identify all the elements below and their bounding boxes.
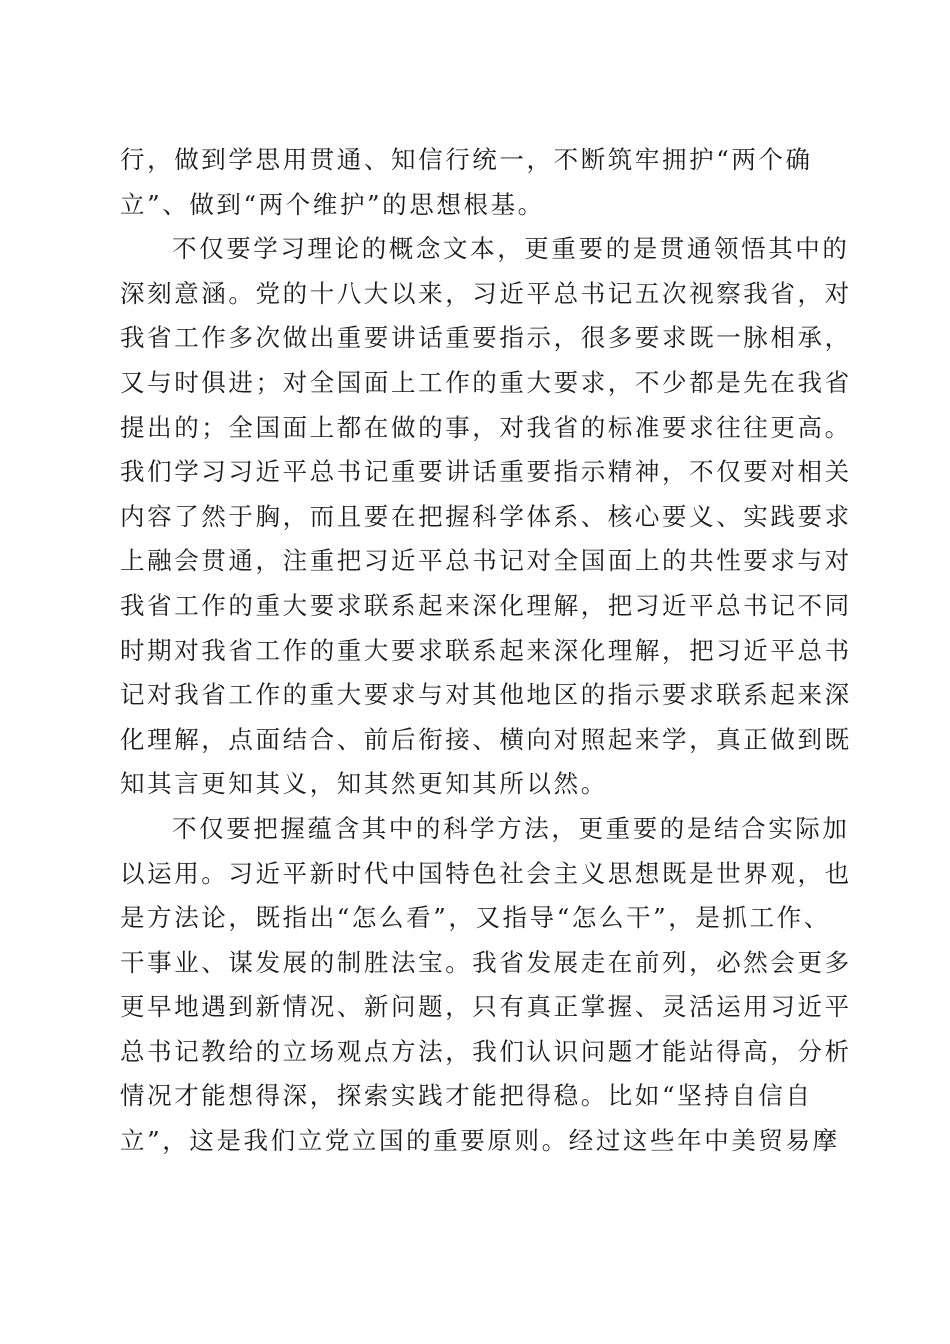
text-line: 情况才能想得深，探索实践才能把得稳。比如“坚持自信自 (120, 1081, 813, 1111)
text-line: 总书记教给的立场观点方法，我们认识问题才能站得高，分析 (120, 1036, 852, 1066)
body-text (120, 138, 852, 1164)
text-line: 我们学习习近平总书记重要讲话重要指示精神，不仅要对相关 (120, 457, 852, 487)
text-line: 化理解，点面结合、前后衔接、横向对照起来学，真正做到既 (120, 724, 852, 754)
paragraph-start-line: 不仅要学习理论的概念文本，更重要的是贯通领悟其中的 (172, 234, 850, 264)
text-line: 立”、做到“两个维护”的思想根基。 (120, 189, 545, 219)
text-line: 提出的；全国面上都在做的事，对我省的标准要求往往更高。 (120, 412, 852, 442)
text-line: 以运用。习近平新时代中国特色社会主义思想既是世界观，也 (120, 858, 852, 888)
text-line: 我省工作的重大要求联系起来深化理解，把习近平总书记不同 (120, 590, 852, 620)
text-line: 是方法论，既指出“怎么看”，又指导“怎么干”，是抓工作、 (120, 903, 831, 933)
text-line: 行，做到学思用贯通、知信行统一，不断筑牢拥护“两个确 (120, 145, 813, 174)
text-line: 上融会贯通，注重把习近平总书记对全国面上的共性要求与对 (120, 546, 852, 576)
text-line: 立”，这是我们立党立国的重要原则。经过这些年中美贸易摩 (120, 1126, 840, 1156)
text-line: 内容了然于胸，而且要在把握科学体系、核心要义、实践要求 (120, 501, 852, 531)
paragraph-start-line: 不仅要把握蕴含其中的科学方法，更重要的是结合实际加 (172, 813, 850, 843)
text-line: 又与时俱进；对全国面上工作的重大要求，不少都是先在我省 (120, 367, 852, 397)
text-line: 时期对我省工作的重大要求联系起来深化理解，把习近平总书 (120, 635, 852, 665)
text-line: 记对我省工作的重大要求与对其他地区的指示要求联系起来深 (120, 680, 852, 710)
text-line: 更早地遇到新情况、新问题，只有真正掌握、灵活运用习近平 (120, 992, 852, 1022)
text-line: 干事业、谋发展的制胜法宝。我省发展走在前列，必然会更多 (120, 947, 852, 977)
text-line: 知其言更知其义，知其然更知其所以然。 (120, 769, 608, 799)
text-line: 深刻意涵。党的十八大以来，习近平总书记五次视察我省，对 (120, 278, 852, 308)
text-line: 我省工作多次做出重要讲话重要指示，很多要求既一脉相承， (120, 323, 852, 353)
